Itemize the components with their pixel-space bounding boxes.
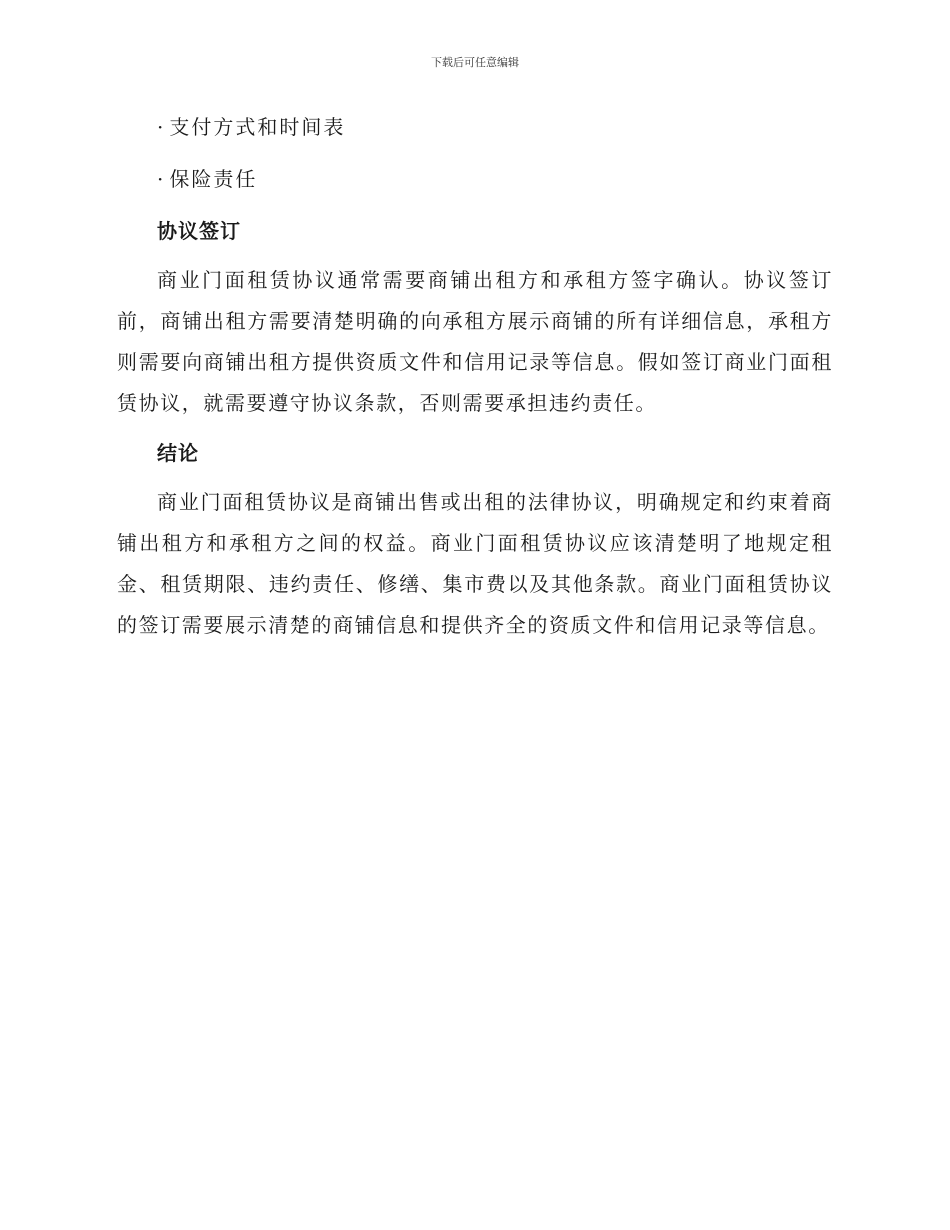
header-note: 下载后可任意编辑 <box>431 56 519 69</box>
bullet-marker: · <box>157 115 166 139</box>
bullet-item-payment <box>157 112 833 142</box>
section-heading-conclusion: 结论 <box>157 441 199 465</box>
section-paragraph-signing: 商业门面租赁协议通常需要商铺出租方和承租方签字确认。协议签订前，商铺出租方需要清楚明确的向承租方展示商铺的所有详细信息，承租方则需要向商铺出租方提供资质文件和信用记录等信息。假如签订商业门面租赁协议，就需要遵守协议条款，否则需要承担违约责任。 <box>117 268 833 415</box>
bullet-text: 支付方式和时间表 <box>169 115 346 139</box>
bullet-text: 保险责任 <box>169 167 258 191</box>
bullet-marker: · <box>157 167 166 191</box>
bullet-item-insurance <box>157 164 833 194</box>
section-heading-signing: 协议签订 <box>157 219 241 243</box>
document-body <box>117 112 833 660</box>
section-paragraph-conclusion: 商业门面租赁协议是商铺出售或出租的法律协议，明确规定和约束着商铺出租方和承租方之间的权益。商业门面租赁协议应该清楚明了地规定租金、租赁期限、违约责任、修缮、集市费以及其他条款。商业门面租赁协议的签订需要展示清楚的商铺信息和提供齐全的资质文件和信用记录等信息。 <box>117 490 833 637</box>
